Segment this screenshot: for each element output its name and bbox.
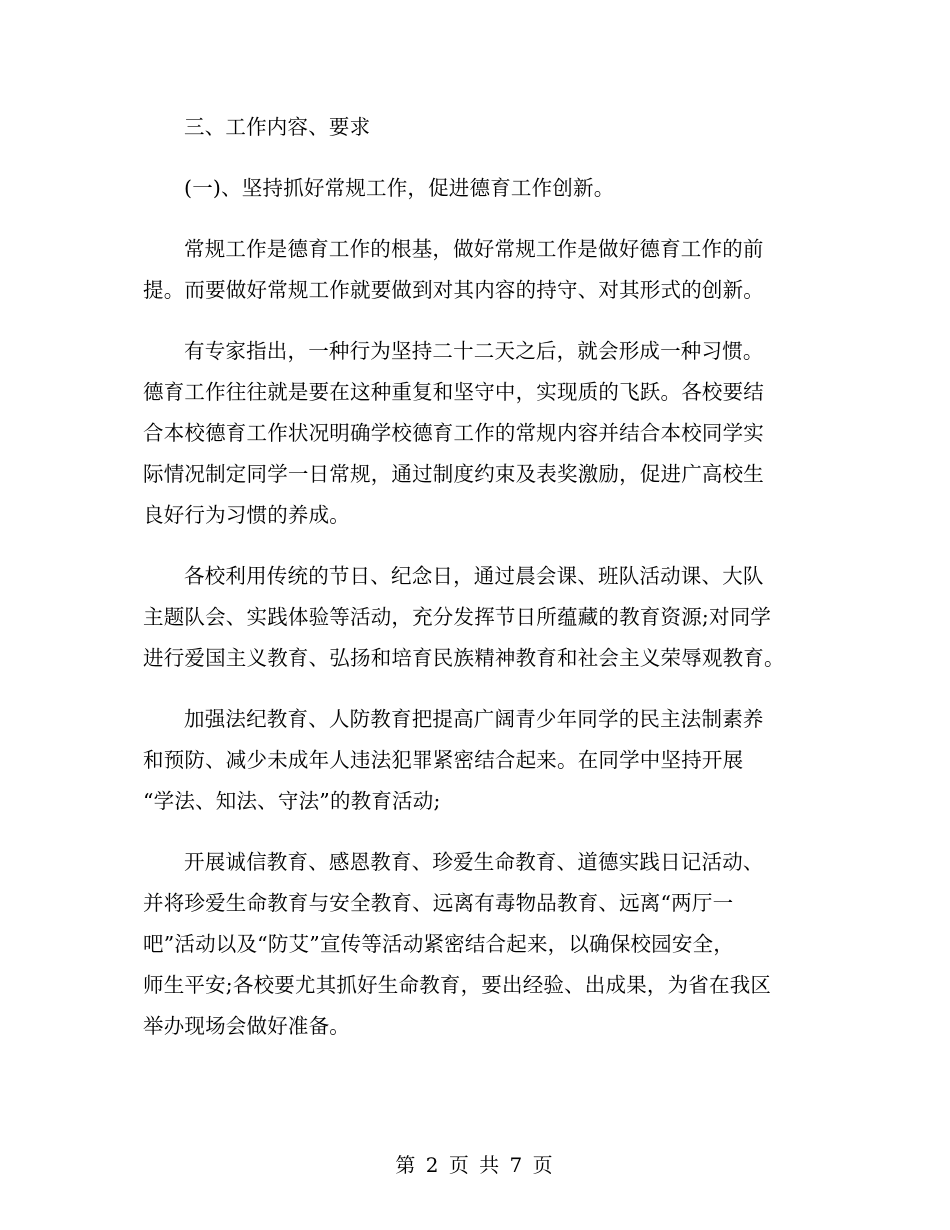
- paragraph-1: [143, 229, 813, 311]
- paragraph-line: 良好行为习惯的养成。: [143, 503, 350, 527]
- paragraph-line: 提。而要做好常规工作就要做到对其内容的持守、对其形式的创新。: [143, 278, 764, 302]
- paragraph-line: 并将珍爱生命教育与安全教育、远离有毒物品教育、远离“两厅一: [143, 891, 734, 915]
- paragraph-line: 有专家指出，一种行为坚持二十二天之后，就会形成一种习惯。: [184, 339, 764, 363]
- paragraph-line: 合本校德育工作状况明确学校德育工作的常规内容并结合本校同学实: [143, 421, 764, 445]
- paragraph-line: 德育工作往往就是要在这种重复和坚守中，实现质的飞跃。各校要结: [143, 380, 764, 404]
- paragraph-line: 开展诚信教育、感恩教育、珍爱生命教育、道德实践日记活动、: [184, 850, 764, 874]
- paragraph-line: 进行爱国主义教育、弘扬和培育民族精神教育和社会主义荣辱观教育。: [143, 646, 785, 670]
- subheading-text: (一)、坚持抓好常规工作，促进德育工作创新。: [184, 176, 615, 200]
- paragraph-line: 主题队会、实践体验等活动，充分发挥节日所蕴藏的教育资源;对同学: [143, 605, 772, 629]
- paragraph-line: 常规工作是德育工作的根基，做好常规工作是做好德育工作的前: [184, 237, 764, 261]
- paragraph-line: “学法、知法、守法”的教育活动;: [143, 789, 441, 813]
- subheading: [143, 168, 813, 209]
- paragraph-line: 际情况制定同学一日常规，通过制度约束及表奖激励，促进广高校生: [143, 462, 764, 486]
- paragraph-3: [143, 556, 813, 679]
- paragraph-line: 师生平安;各校要尤其抓好生命教育，要出经验、出成果，为省在我区: [143, 973, 772, 997]
- paragraph-2: [143, 331, 813, 536]
- paragraph-line: 吧”活动以及“防艾”宣传等活动紧密结合起来，以确保校园安全，: [143, 932, 734, 956]
- paragraph-line: 各校利用传统的节日、纪念日，通过晨会课、班队活动课、大队: [184, 564, 764, 588]
- section-heading: [143, 107, 813, 148]
- paragraph-line: 和预防、减少未成年人违法犯罪紧密结合起来。在同学中坚持开展: [143, 748, 744, 772]
- paragraph-line: 加强法纪教育、人防教育把提高广阔青少年同学的民主法制素养: [184, 707, 764, 731]
- paragraph-4: [143, 699, 813, 822]
- document-body: [143, 107, 813, 1067]
- paragraph-5: [143, 842, 813, 1047]
- section-heading-text: 三、工作内容、要求: [184, 115, 371, 139]
- page-footer: 第 2 页 共 7 页: [395, 1153, 555, 1177]
- paragraph-line: 举办现场会做好准备。: [143, 1014, 350, 1038]
